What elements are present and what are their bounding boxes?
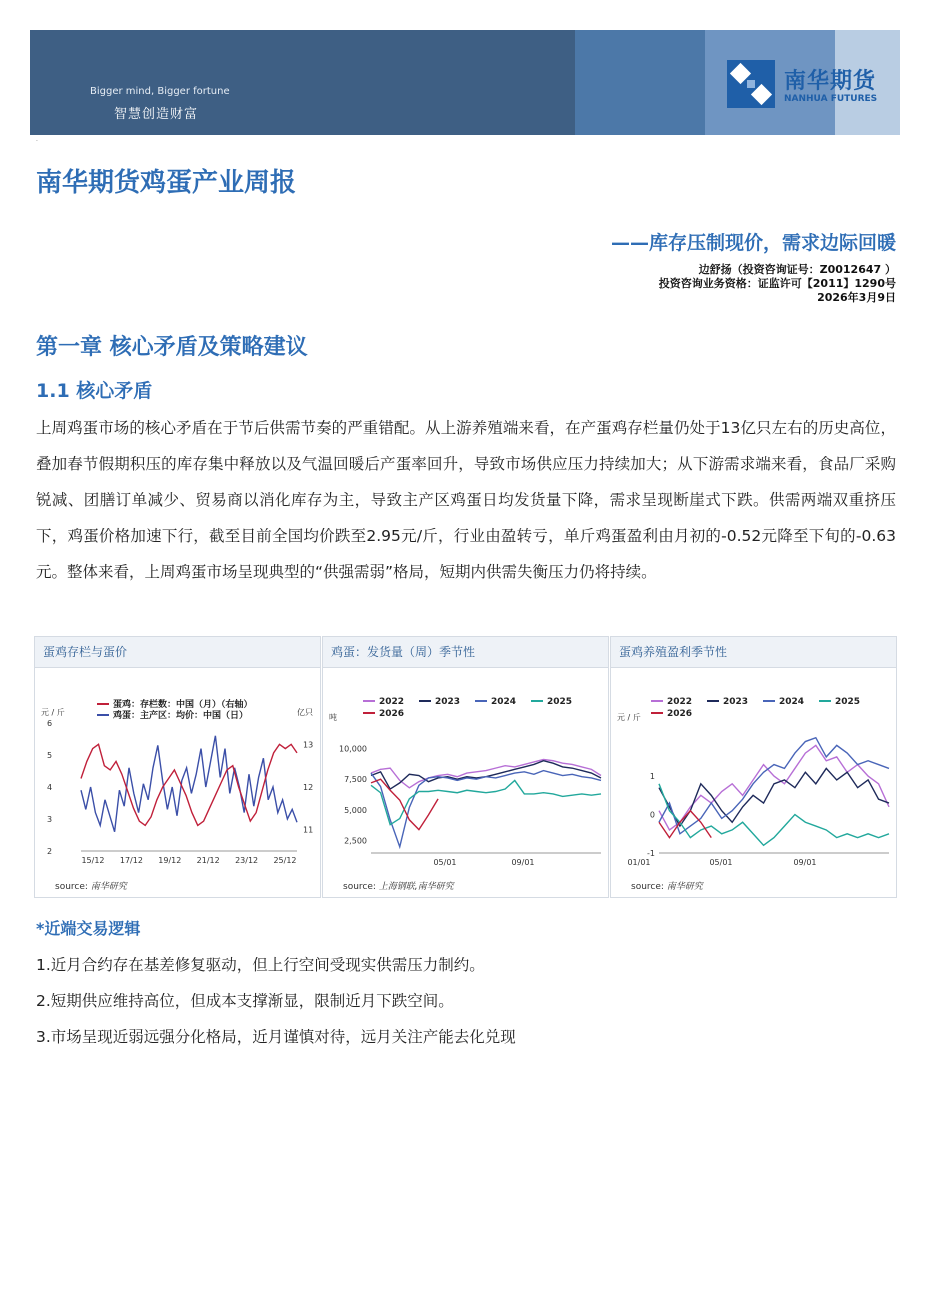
source-label: source: — [55, 882, 88, 892]
legend-label: 2025 — [547, 697, 573, 707]
chapter-heading: 第一章 核心矛盾及策略建议 — [36, 335, 308, 360]
chart-source — [343, 879, 454, 892]
source-label: source: — [343, 882, 376, 892]
x-tick-label: 17/12 — [119, 856, 143, 865]
legend-label: 2024 — [491, 697, 517, 707]
dot-mark: · — [36, 138, 38, 145]
banner-block — [575, 30, 705, 135]
legend-label: 2026 — [667, 709, 693, 719]
source-text: 南华研究 — [666, 882, 703, 892]
logic-point: 1.近月合约存在基差修复驱动，但上行空间受现实供需压力制约。 — [36, 956, 485, 974]
report-meta — [659, 263, 896, 305]
trading-logic-heading: *近端交易逻辑 — [36, 919, 141, 938]
source-text: 上海钢联,南华研究 — [378, 882, 454, 892]
slogan-cn: 智慧创造财富 — [114, 107, 199, 122]
series-line-2024 — [659, 738, 889, 834]
y-tick-label: 3 — [47, 815, 53, 824]
chart-panel-inventory-price — [34, 636, 321, 898]
logo-sub: NANHUA FUTURES — [784, 94, 878, 104]
slogan-en: Bigger mind, Bigger fortune — [90, 86, 230, 97]
author-line: 边舒扬（投资咨询证号：Z0012647 ） — [698, 263, 896, 276]
y-tick-label: 0 — [649, 810, 655, 820]
logo-name: 南华期货 — [784, 69, 877, 94]
series-line-2024 — [371, 771, 601, 847]
x-tick-label: 15/12 — [81, 856, 105, 865]
y-tick-label: 5 — [47, 751, 53, 760]
chart-header: 蛋鸡养殖盈利季节性 — [611, 637, 896, 668]
chart-shipment — [323, 668, 608, 873]
y-tick-label: 13 — [303, 740, 314, 750]
y-tick-label: 7,500 — [344, 775, 367, 785]
legend-label: 2022 — [667, 697, 693, 707]
chart-header: 鸡蛋：发货量（周）季节性 — [323, 637, 608, 668]
x-tick-label: 25/12 — [273, 856, 297, 865]
y-tick-label: -1 — [647, 849, 655, 858]
y-axis-unit: 元 / 斤 — [41, 708, 65, 717]
core-paragraph: 上周鸡蛋市场的核心矛盾在于节后供需节奏的严重错配。从上游养殖端来看，在产蛋鸡存栏量仍处于13亿只左右的历史高位，叠加春节假期积压的库存集中释放以及气温回暖后产蛋率回升，导致市场供应压力持续加大；从下游需求端来看，食品厂采购锐减、团膳订单减少、贸易商以消化库存为主，导致主产区鸡蛋日均发货量下降，需求呈现断崖式下跌。供需两端双重挤压下，鸡蛋价格加速下行，截至目前全国均价跌至2.95元/斤，行业由盈转亏，单斤鸡蛋盈利由月初的-0.52元降至下旬的-0.63元。整体来看，上周鸡蛋市场呈现典型的“供强需弱”格局，短期内供需失衡压力仍将持续。 — [36, 419, 896, 581]
y-tick-label: 12 — [303, 783, 314, 792]
date-line: 2026年3月9日 — [817, 291, 896, 304]
series-line-2023 — [659, 768, 889, 826]
x-tick-label: 05/01 — [433, 858, 457, 867]
series-line-inventory — [81, 744, 297, 825]
y-tick-label: 11 — [303, 825, 314, 835]
section-heading: 1.1 核心矛盾 — [36, 380, 153, 402]
legend-label: 2026 — [379, 709, 405, 719]
logic-point: 3.市场呈现近弱远强分化格局，近月谨慎对待，远月关注产能去化兑现 — [36, 1028, 516, 1046]
y-tick-label: 4 — [47, 783, 53, 792]
chart-panel-shipment — [322, 636, 609, 898]
x-tick-label: 01/01 — [627, 858, 651, 867]
y-axis-unit: 吨 — [329, 713, 337, 722]
legend-label: 鸡蛋：主产区：均价：中国（日） — [113, 711, 249, 721]
x-tick-label: 23/12 — [235, 856, 259, 865]
legend-label: 2024 — [779, 697, 805, 707]
banner-block — [30, 30, 575, 135]
legend-label: 2023 — [723, 697, 749, 707]
chart-source — [631, 879, 703, 892]
header-banner — [30, 30, 900, 135]
source-text: 南华研究 — [90, 882, 127, 892]
chart-panel-profit — [610, 636, 897, 898]
x-tick-label: 09/01 — [793, 858, 817, 867]
legend-label: 2022 — [379, 697, 405, 707]
license-line: 投资咨询业务资格：证监许可【2011】1290号 — [658, 277, 896, 290]
legend-label: 蛋鸡：存栏数：中国（月）（右轴） — [113, 700, 253, 710]
x-tick-label: 21/12 — [196, 856, 220, 865]
chart-inventory-price — [35, 668, 320, 873]
series-line-2022 — [371, 760, 601, 788]
y-tick-label: 2 — [47, 847, 53, 856]
y-axis-unit: 元 / 斤 — [617, 713, 641, 722]
y-tick-label: 10,000 — [339, 744, 367, 754]
y-tick-label: 6 — [47, 719, 53, 728]
chart-profit — [611, 668, 896, 873]
chart-source — [55, 879, 127, 892]
y-axis-unit: 亿只 — [297, 708, 313, 717]
nanhua-logo-icon — [727, 60, 775, 108]
y-tick-label: 2,500 — [344, 836, 367, 846]
x-tick-label: 19/12 — [158, 856, 182, 865]
legend-label: 2025 — [835, 697, 861, 707]
y-tick-label: 5,000 — [344, 805, 367, 815]
series-line-2022 — [659, 745, 889, 830]
source-label: source: — [631, 882, 664, 892]
series-line-2025 — [371, 780, 601, 824]
x-tick-label: 09/01 — [511, 858, 535, 867]
y-tick-label: 1 — [649, 772, 655, 782]
x-tick-label: 05/01 — [709, 858, 733, 867]
chart-header: 蛋鸡存栏与蛋价 — [35, 637, 320, 668]
logic-point: 2.短期供应维持高位，但成本支撑渐显，限制近月下跌空间。 — [36, 992, 454, 1010]
report-title: 南华期货鸡蛋产业周报 — [36, 168, 297, 198]
legend-label: 2023 — [435, 697, 461, 707]
report-subtitle: ——库存压制现价，需求边际回暖 — [610, 232, 896, 254]
